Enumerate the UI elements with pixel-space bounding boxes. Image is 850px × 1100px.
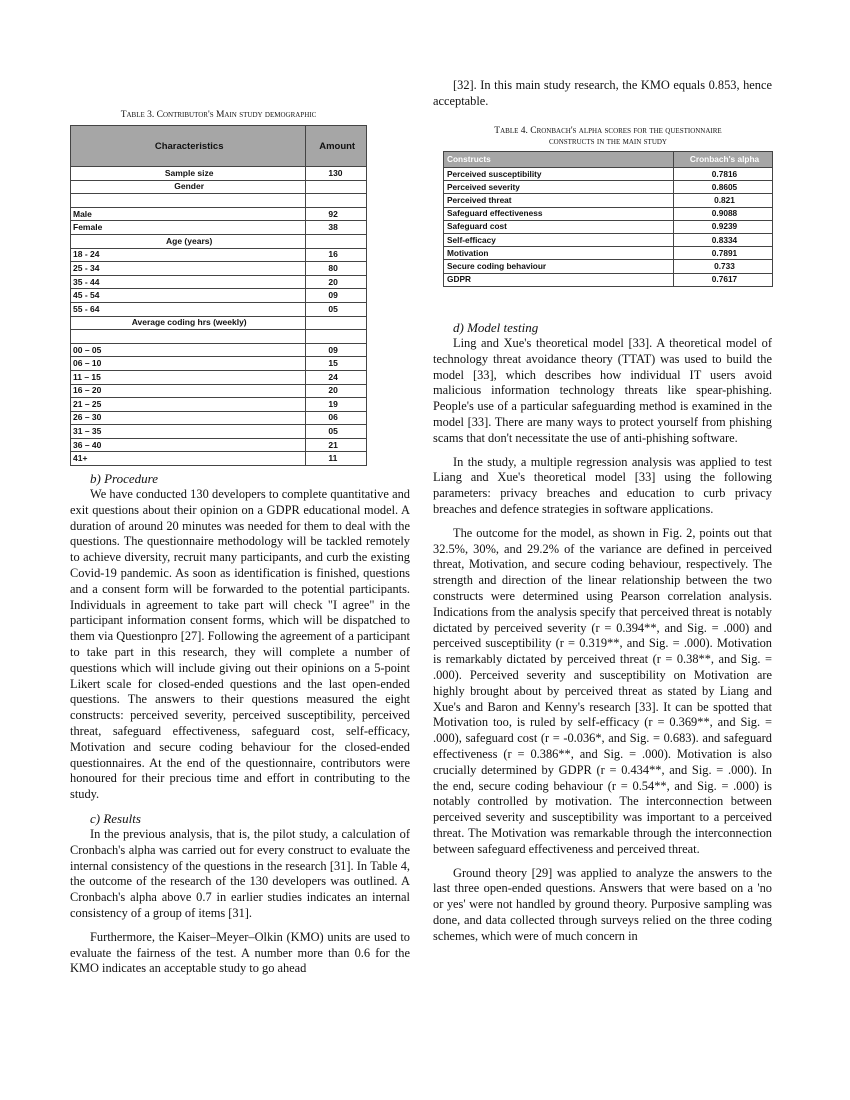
table4-row [444, 181, 773, 194]
table3-characteristic: 45 - 54 [71, 289, 306, 303]
table3-characteristic [71, 194, 306, 208]
table3-amount: 19 [306, 398, 367, 412]
table3-row [71, 425, 367, 439]
table3-amount: 15 [306, 357, 367, 371]
table3-row [71, 452, 367, 466]
table3-row [71, 207, 367, 221]
table3-amount [306, 180, 367, 194]
table3-amount: 20 [306, 275, 367, 289]
table3-row [71, 370, 367, 384]
table3-row [71, 248, 367, 262]
table3-row [71, 275, 367, 289]
table4-alpha: 0.821 [674, 194, 773, 207]
table3-amount: 06 [306, 411, 367, 425]
table3-amount: 21 [306, 438, 367, 452]
table3-amount: 20 [306, 384, 367, 398]
table3-characteristic: Sample size [71, 167, 306, 181]
table3-amount [306, 316, 367, 330]
table3-amount: 09 [306, 343, 367, 357]
table3-row [71, 411, 367, 425]
table3-characteristic: 06 – 10 [71, 357, 306, 371]
table4-caption-line1: Table 4. Cronbach's alpha scores for the questionnaire [494, 126, 722, 136]
table3-header-amount: Amount [306, 126, 367, 167]
table3-characteristic: Male [71, 207, 306, 221]
kmo-text: Furthermore, the Kaiser–Meyer–Olkin (KMO) units are used to evaluate the fairness of the test. A number more than 0.6 for the KMO indicates an acceptable study to go ahead [70, 929, 410, 976]
results-heading: c) Results [90, 810, 141, 826]
table3-row [71, 194, 367, 208]
table3-characteristic: 00 – 05 [71, 343, 306, 357]
table3-row [71, 167, 367, 181]
table3-characteristic: 21 – 25 [71, 398, 306, 412]
table3-amount: 09 [306, 289, 367, 303]
table4-construct: Safeguard cost [444, 220, 674, 233]
table3-row [71, 302, 367, 316]
table3-row [71, 221, 367, 235]
table4-caption-line2: constructs in the main study [548, 137, 667, 147]
table4-row [444, 233, 773, 246]
table3-caption: Table 3. Contributor's Main study demographic [120, 110, 317, 120]
table3-characteristic: 41+ [71, 452, 306, 466]
table3-amount: 05 [306, 425, 367, 439]
table3-amount [306, 194, 367, 208]
table3-amount: 16 [306, 248, 367, 262]
table4-row [444, 168, 773, 181]
table3-row [71, 330, 367, 344]
right-top [433, 78, 772, 110]
table4-alpha: 0.7617 [674, 273, 773, 286]
table3-amount: 92 [306, 207, 367, 221]
table4-caption [443, 126, 773, 148]
procedure-text: We have conducted 130 developers to complete quantitative and exit questions about their opinion on a GDPR educational model. A duration of around 20 minutes was needed for them to deal with the questions. The questionnaire methodology will be tackled remotely to achieve diversity, recruit many participants, and curb the existing Covid-19 pandemic. As soon as identification is finished, questions and a consent form will be forwarded to the potential participants. Individuals in agreement to take part will check "I agree" in the participant information consent forms, which will be dispatched to them via Questionpro [27]. Following the agreement of a participant to take part in this research, they will complete a number of questions which will include giving out their opinions on a 5-point Likert scale for closed-ended questions and the last open-ended questions. The answers to their questions measured the eight constructs: perceived severity, perceived susceptibility, perceived threat, safeguard effectiveness, safeguard cost, self-efficacy, Motivation and secure coding behaviour for the closed-ended questionnaires. At the end of the questionnaire, contributors were honoured for their precious time and effort in contributing to the study. [70, 487, 410, 802]
table3-characteristic: 55 - 64 [71, 302, 306, 316]
table4-row [444, 194, 773, 207]
table3-amount: 11 [306, 452, 367, 466]
table3-amount: 05 [306, 302, 367, 316]
table3-row [71, 384, 367, 398]
procedure-section [70, 471, 410, 977]
table3-row [71, 262, 367, 276]
table4-header-alpha: Cronbach's alpha [674, 152, 773, 168]
table3-amount: 24 [306, 370, 367, 384]
procedure-heading: b) Procedure [90, 471, 158, 486]
table3-header-characteristics: Characteristics [71, 126, 306, 167]
table3-row [71, 289, 367, 303]
table4-cronbach [443, 151, 773, 287]
table4-alpha: 0.7891 [674, 247, 773, 260]
table3-characteristic: 31 – 35 [71, 425, 306, 439]
table4-row [444, 260, 773, 273]
table3-amount: 130 [306, 167, 367, 181]
table3-row [71, 343, 367, 357]
table4-row [444, 247, 773, 260]
table4-alpha: 0.733 [674, 260, 773, 273]
table3-amount [306, 234, 367, 248]
table3-row [71, 398, 367, 412]
table3-row [71, 234, 367, 248]
table3-characteristic: 11 – 15 [71, 370, 306, 384]
table3-characteristic: Age (years) [71, 234, 306, 248]
table4-construct: Motivation [444, 247, 674, 260]
table3-characteristic: 26 – 30 [71, 411, 306, 425]
table4-construct: Secure coding behaviour [444, 260, 674, 273]
regression-text: In the study, a multiple regression analysis was applied to test Liang and Xue's theoretical model [33] using the following parameters: privacy breaches and education to curb privacy breaches and defence strategies in software applications. [433, 454, 772, 516]
table4-row [444, 207, 773, 220]
table3-row [71, 357, 367, 371]
table3-row [71, 316, 367, 330]
table3-row [71, 438, 367, 452]
table4-construct: GDPR [444, 273, 674, 286]
table4-construct: Perceived threat [444, 194, 674, 207]
table3-characteristic: 16 – 20 [71, 384, 306, 398]
table4-construct: Perceived susceptibility [444, 168, 674, 181]
table4-alpha: 0.9088 [674, 207, 773, 220]
table3-characteristic: Female [71, 221, 306, 235]
table4-header-constructs: Constructs [444, 152, 674, 168]
table4-alpha: 0.8334 [674, 233, 773, 246]
table4-construct: Self-efficacy [444, 233, 674, 246]
table4-construct: Perceived severity [444, 181, 674, 194]
outcome-text: The outcome for the model, as shown in Fig. 2, points out that 32.5%, 30%, and 29.2% of the variance are defined in perceived threat, Motivation, and secure coding behaviour, respectively. The strength and direction of the linear relationship between the two constructs were determined using Pearson correlation analysis. Indications from the analysis specify that perceived threat is notably dictated by perceived severity (r = 0.394**, and Sig. = .000) and perceived susceptibility (r = 0.319**, and Sig. = .000). Motivation is remarkably dictated by perceived threat (r = 0.38**, and Sig. = .000). Perceived severity and susceptibility on Motivation are highly brought about by perceived threat as stated by Liang and Xue's and Baron and Kenny's research [33]. It can be spotted that Motivation too, is ruled by self-efficacy (r = 0.369**, and Sig. = .000), safeguard cost (r = -0.036*, and Sig. = 0.683). and safeguard effectiveness (r = 0.386**, and Sig. = .000). Motivation is also crucially determined by GDPR (r = 0.434**, and Sig. = .000). In the end, secure coding behaviour (r = 0.54**, and Sig. = .000) is notably controlled by motivation. The interconnection between perceived severity and susceptibility was important to a perceived threat. The Motivation was remarkable through the interconnection between safeguard effectiveness and perceived threat. [433, 525, 772, 856]
table4-alpha: 0.7816 [674, 168, 773, 181]
table3-amount [306, 330, 367, 344]
table4-construct: Safeguard effectiveness [444, 207, 674, 220]
table3-characteristic: Average coding hrs (weekly) [71, 316, 306, 330]
model-text: Ling and Xue's theoretical model [33]. A theoretical model of technology threat avoidance theory (TTAT) was used to build the model [33], which describes how individual IT users avoid malicious information technology threats like spear-phishing. People's use of a particular safeguarding method is examined in the model [33]. There are many ways to protect yourself from phishing scams that don't necessitate the use of anti-phishing software. [433, 336, 772, 445]
table3-row [71, 180, 367, 194]
model-heading: d) Model testing [453, 320, 539, 335]
table4-row [444, 273, 773, 286]
table3-characteristic: 25 - 34 [71, 262, 306, 276]
results-text: In the previous analysis, that is, the pilot study, a calculation of Cronbach's alpha was carried out for every construct to evaluate the internal consistency of the questions in the research [31]. In Table 4, the outcome of the research of the 130 developers was outlined. A Cronbach's alpha above 0.7 in earlier studies indicates an internal consistency of a group of items [31]. [70, 826, 410, 920]
table4-row [444, 220, 773, 233]
table3-amount: 80 [306, 262, 367, 276]
ground-theory-text: Ground theory [29] was applied to analyze the answers to the last three open-ended questions. Answers that were based on a 'no or yes' were not handled by ground theory. Purposive sampling was done, and data collected through surveys relied on the three coding schemes, which were of much concern in [433, 865, 772, 943]
table3-characteristic [71, 330, 306, 344]
table3-amount: 38 [306, 221, 367, 235]
table3-characteristic: 18 - 24 [71, 248, 306, 262]
table3-characteristic: Gender [71, 180, 306, 194]
table4-alpha: 0.8605 [674, 181, 773, 194]
kmo-continuation-text: [32]. In this main study research, the KMO equals 0.853, hence acceptable. [433, 78, 772, 108]
table3-demographics [70, 125, 367, 466]
table3-characteristic: 35 - 44 [71, 275, 306, 289]
model-testing-section [433, 320, 772, 944]
table4-alpha: 0.9239 [674, 220, 773, 233]
table3-characteristic: 36 – 40 [71, 438, 306, 452]
